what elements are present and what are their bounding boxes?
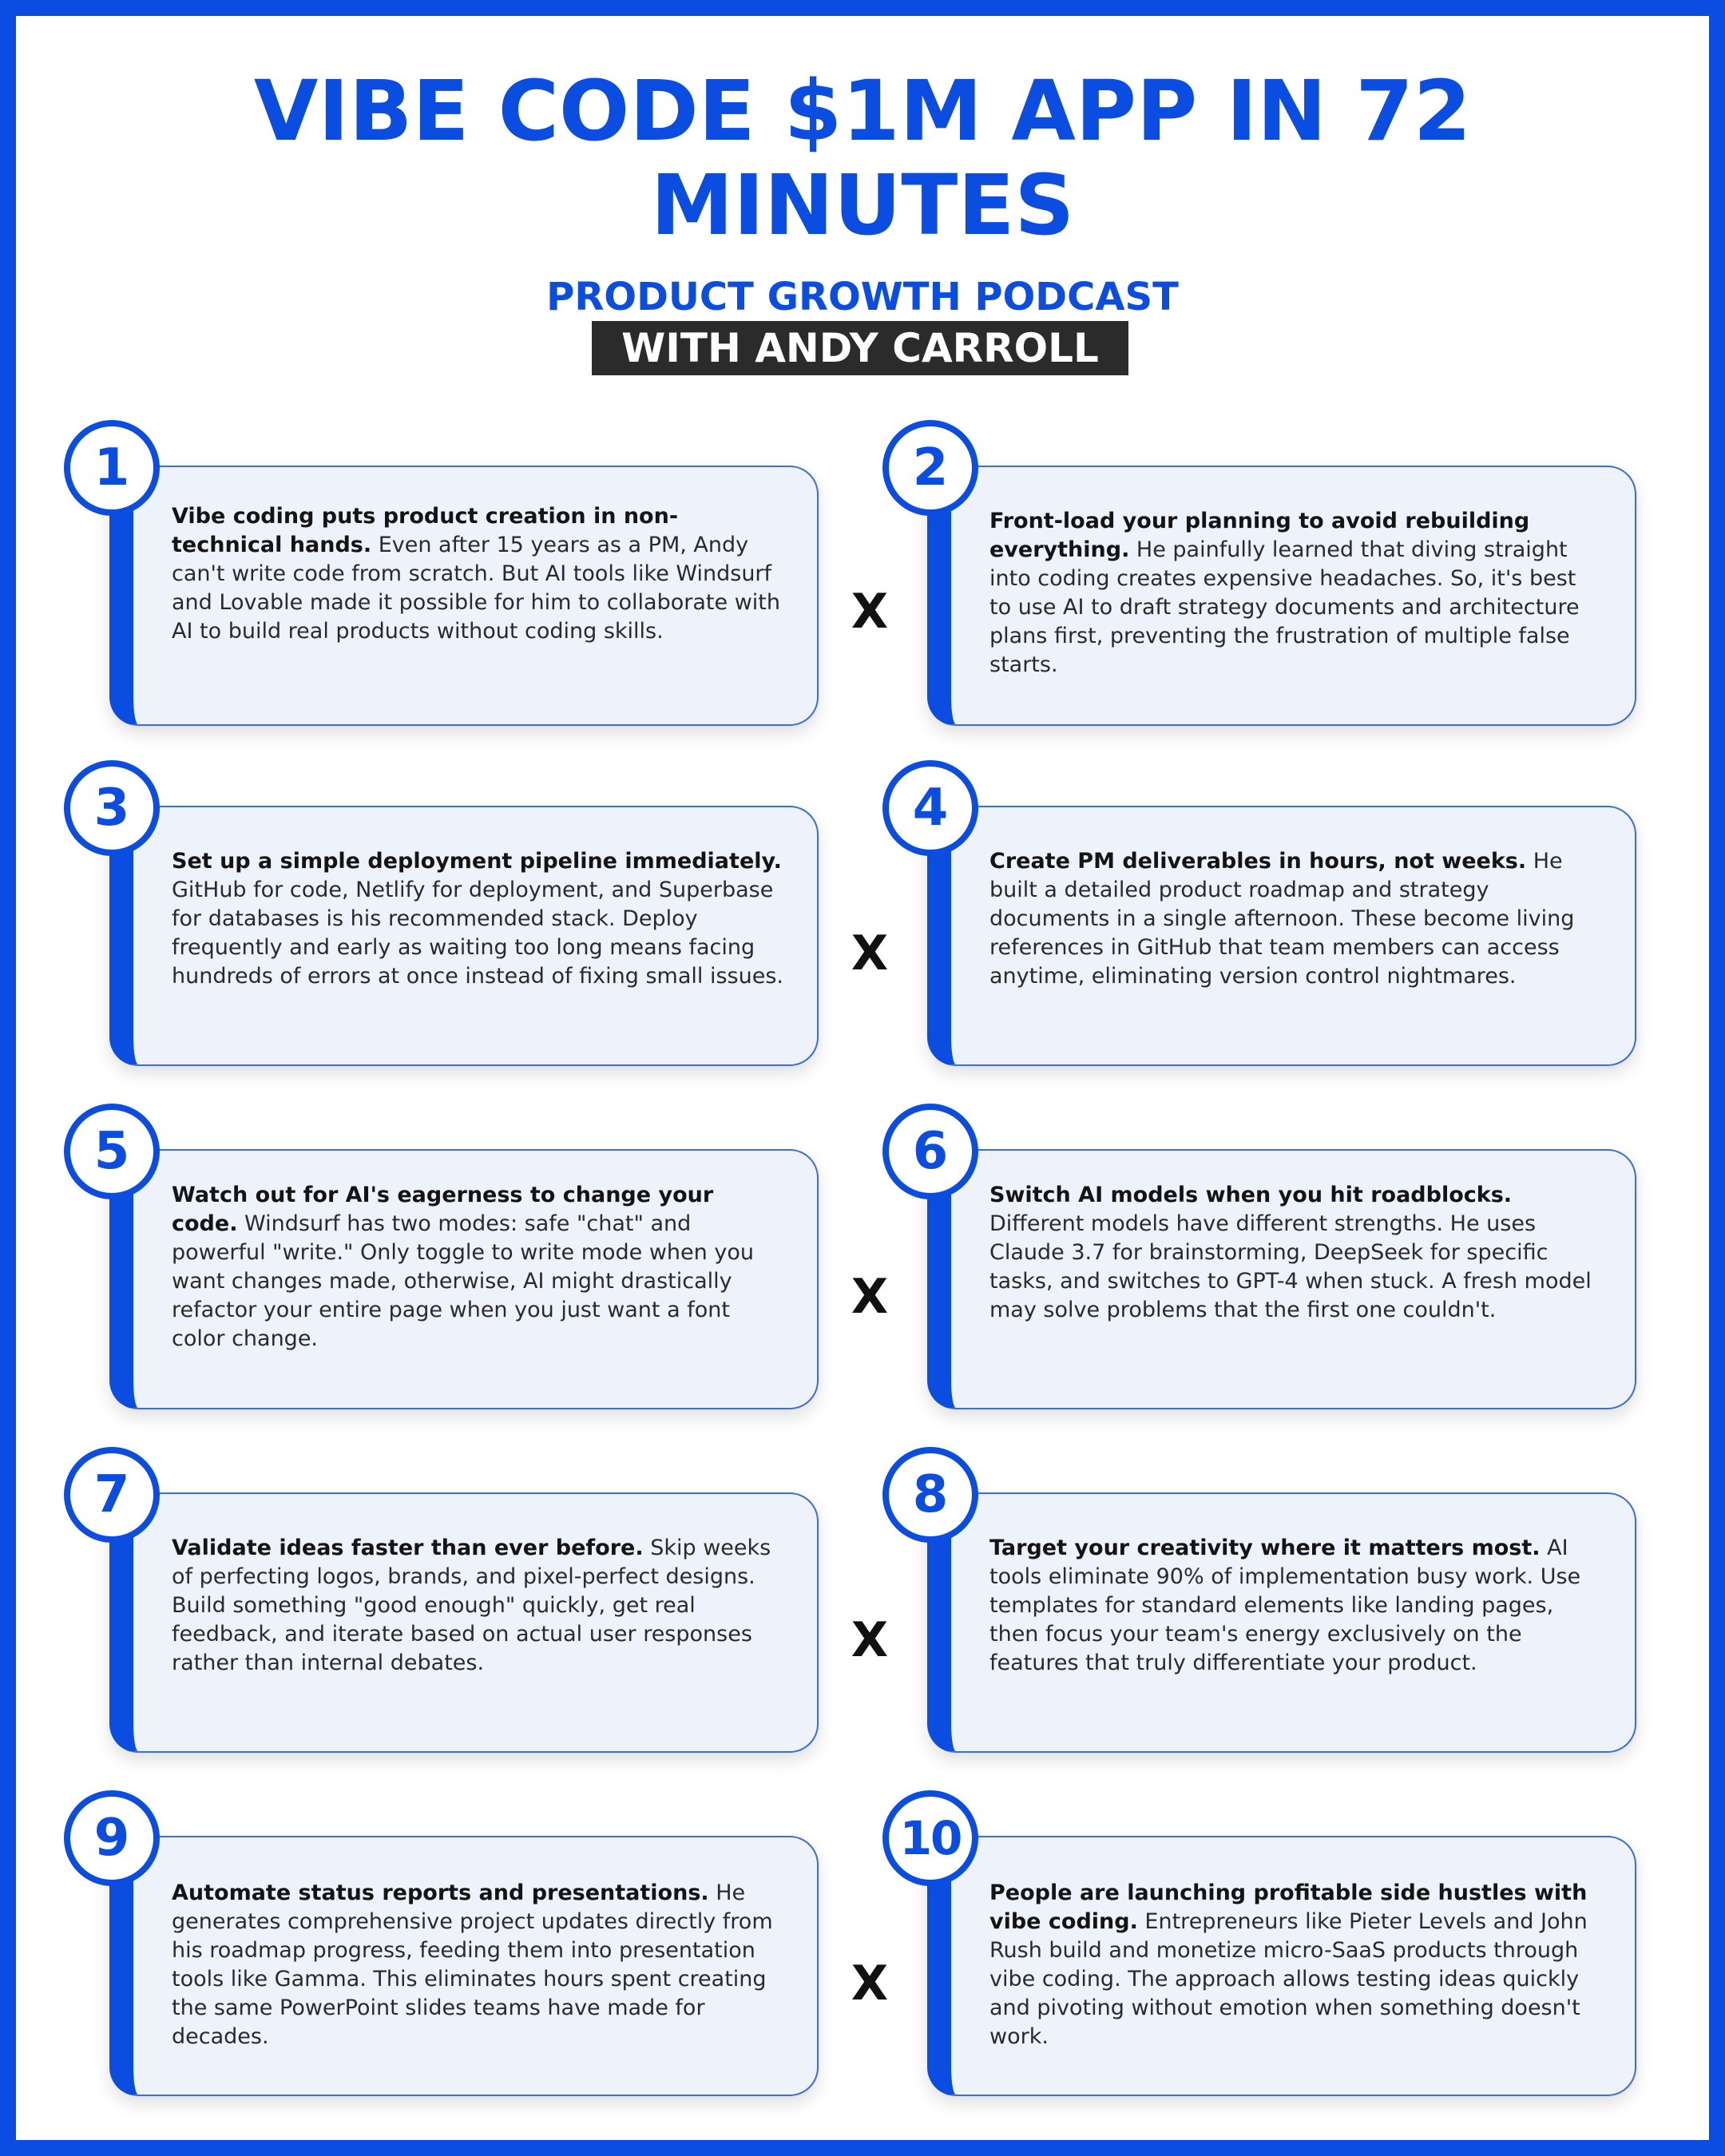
tip-card-3: [109, 806, 819, 1066]
tip-body-6: Different models have different strengths. He uses Claude 3.7 for brainstorming, DeepSeek for specific tasks, and switches to GPT-4 when stuck. A fresh model may solve problems that the first one couldn't.: [989, 1211, 1592, 1322]
tip-body-7: Skip weeks of perfecting logos, brands, and pixel-perfect designs. Build something "good enough" quickly, get real feedback, and iterate based on actual user responses rather than internal debates.: [172, 1536, 771, 1675]
tip-text-7: [172, 1534, 785, 1678]
tip-card-5: [109, 1149, 819, 1409]
tip-text-8: [989, 1534, 1603, 1678]
tip-body-3: GitHub for code, Netlify for deployment, and Superbase for databases is his recommended stack. Deploy frequently and early as waiting too long means facing hundreds of errors at once instead of fixing small issues.: [172, 878, 783, 989]
tip-body-5: Windsurf has two modes: safe "chat" and powerful "write." Only toggle to write mode when you want changes made, otherwise, AI might drastically refactor your entire page when you just want a font color change.: [172, 1211, 754, 1351]
page-title: [0, 64, 1725, 252]
number-badge-7: 7: [64, 1447, 160, 1543]
number-badge-6: 6: [882, 1104, 978, 1199]
tip-text-5: [172, 1181, 785, 1353]
tip-text-4: [989, 847, 1603, 991]
separator-x-3: X: [851, 1269, 889, 1325]
tip-card-1: [109, 466, 819, 726]
tip-body-10: Entrepreneurs like Pieter Levels and John Rush build and monetize micro-SaaS products through vibe coding. The approach allows testing ideas quickly and pivoting without emotion when something doesn't work.: [989, 1909, 1588, 2049]
tip-text-9: [172, 1879, 785, 2051]
tip-card-9: [109, 1836, 819, 2096]
tip-text-10: [989, 1879, 1603, 2051]
separator-x-1: X: [851, 584, 889, 640]
page-title-line-1: VIBE CODE $1M APP IN 72: [253, 62, 1472, 160]
tip-text-3: [172, 847, 785, 991]
tip-body-9: He generates comprehensive project updates directly from his roadmap progress, feeding them into presentation tools like Gamma. This eliminates hours spent creating the same PowerPoint slides teams have made for decades.: [172, 1881, 773, 2049]
number-badge-4: 4: [882, 760, 978, 856]
podcast-name: PRODUCT GROWTH PODCAST: [546, 275, 1179, 319]
tip-card-6: [927, 1149, 1636, 1409]
number-badge-3: 3: [64, 760, 160, 856]
tip-text-2: [989, 507, 1603, 680]
tip-card-7: [109, 1492, 819, 1753]
tip-heading-6: Switch AI models when you hit roadblocks.: [989, 1183, 1513, 1207]
tip-card-10: [927, 1836, 1636, 2096]
tip-heading-8: Target your creativity where it matters most.: [989, 1536, 1541, 1560]
tip-heading-10: People are launching profitable side hustles with vibe coding.: [989, 1881, 1588, 1934]
number-badge-5: 5: [64, 1104, 160, 1199]
tip-card-4: [927, 806, 1636, 1066]
tip-heading-4: Create PM deliverables in hours, not weeks.: [989, 849, 1527, 874]
tip-body-1: Even after 15 years as a PM, Andy can't write code from scratch. But AI tools like Windsurf and Lovable made it possible for him to collaborate with AI to build real products without coding skills.: [172, 533, 780, 644]
tip-body-8: AI tools eliminate 90% of implementation busy work. Use templates for standard elements like landing pages, then focus your team's energy exclusively on the features that truly differentiate your product.: [989, 1536, 1581, 1675]
tip-heading-2: Front-load your planning to avoid rebuilding everything.: [989, 509, 1530, 562]
number-badge-2: 2: [882, 420, 978, 516]
separator-x-5: X: [851, 1956, 889, 2011]
number-badge-8: 8: [882, 1447, 978, 1543]
tip-heading-3: Set up a simple deployment pipeline immediately.: [172, 849, 782, 874]
number-badge-10: 10: [882, 1790, 978, 1886]
tip-body-2: He painfully learned that diving straight into coding creates expensive headaches. So, it's best to use AI to draft strategy documents and architecture plans first, preventing the frustration of multiple false starts.: [989, 537, 1580, 677]
number-badge-9: 9: [64, 1790, 160, 1886]
tip-heading-1: Vibe coding puts product creation in non-technical hands.: [172, 504, 679, 557]
page-title-line-2: MINUTES: [650, 157, 1075, 254]
tip-body-4: He built a detailed product roadmap and strategy documents in a single afternoon. These become living references in GitHub that team members can access anytime, eliminating version control nightmares.: [989, 849, 1575, 989]
number-badge-1: 1: [64, 420, 160, 516]
host-banner: WITH ANDY CARROLL: [592, 321, 1128, 375]
tip-text-1: [172, 502, 785, 646]
tip-text-6: [989, 1181, 1603, 1325]
tip-heading-9: Automate status reports and presentations.: [172, 1881, 709, 1905]
tip-heading-5: Watch out for AI's eagerness to change your code.: [172, 1183, 714, 1236]
tip-card-2: [927, 466, 1636, 726]
separator-x-4: X: [851, 1612, 889, 1668]
tip-card-8: [927, 1492, 1636, 1753]
tip-heading-7: Validate ideas faster than ever before.: [172, 1536, 644, 1560]
separator-x-2: X: [851, 925, 889, 981]
